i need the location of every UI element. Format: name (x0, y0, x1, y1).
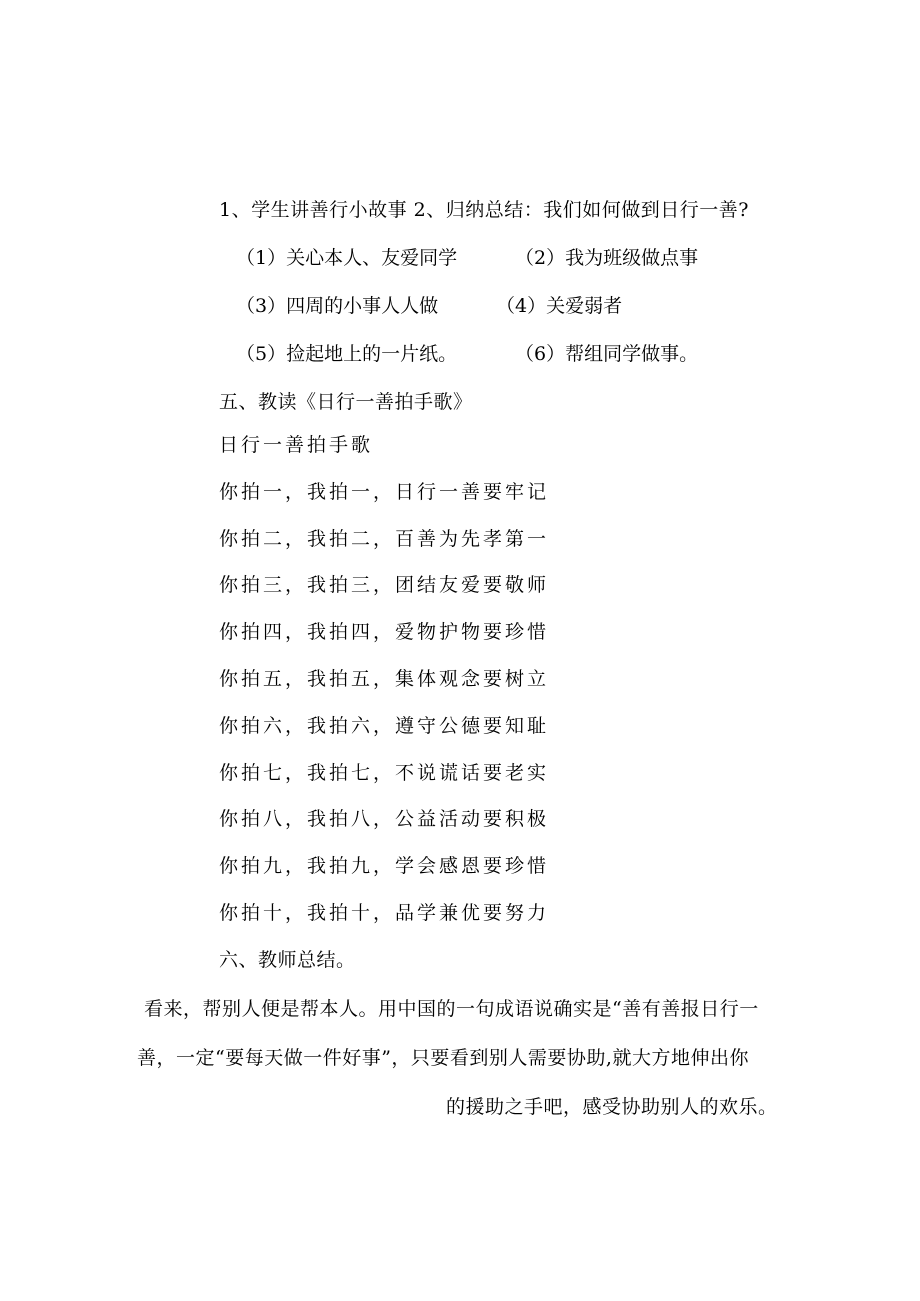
method-item-4: （4）关爱弱者 (496, 295, 623, 317)
method-item-3: （3）四周的小事人人做 (236, 295, 439, 317)
song-line: 你拍十，我拍十，品学兼优要努力 (219, 902, 550, 924)
song-line: 你拍一，我拍一，日行一善要牢记 (219, 481, 550, 503)
song-line: 你拍八，我拍八，公益活动要积极 (219, 808, 550, 830)
section5-heading: 五、教读《日行一善拍手歌》 (219, 391, 473, 413)
method-item-5: （5）捡起地上的一片纸。 (236, 343, 458, 365)
song-title: 日行一善拍手歌 (219, 434, 374, 456)
intro-line: 1、学生讲善行小故事 2、归纳总结：我们如何做到日行一善? (219, 199, 749, 221)
song-line: 你拍六，我拍六，遵守公德要知耻 (219, 715, 550, 737)
song-line: 你拍五，我拍五，集体观念要树立 (219, 668, 550, 690)
song-line: 你拍七，我拍七，不说谎话要老实 (219, 762, 550, 784)
song-line: 你拍三，我拍三，团结友爱要敬师 (219, 574, 550, 596)
method-item-2: （2）我为班级做点事 (515, 247, 699, 269)
song-line: 你拍四，我拍四，爱物护物要珍惜 (219, 621, 550, 643)
summary-line-1: 看来，帮别人便是帮本人。用中国的一句成语说确实是“善有善报日行一 (144, 998, 759, 1020)
song-line: 你拍二，我拍二，百善为先孝第一 (219, 528, 550, 550)
summary-line-2: 善，一定“要每天做一件好事”，只要看到别人需要协助,就大方地伸出你 (137, 1047, 749, 1069)
method-item-6: （6）帮组同学做事。 (515, 343, 699, 365)
summary-line-3: 的援助之手吧，感受协助别人的欢乐。 (446, 1096, 778, 1118)
method-item-1: （1）关心本人、友爱同学 (236, 247, 458, 269)
song-line: 你拍九，我拍九，学会感恩要珍惜 (219, 855, 550, 877)
section6-heading: 六、教师总结。 (219, 949, 356, 971)
